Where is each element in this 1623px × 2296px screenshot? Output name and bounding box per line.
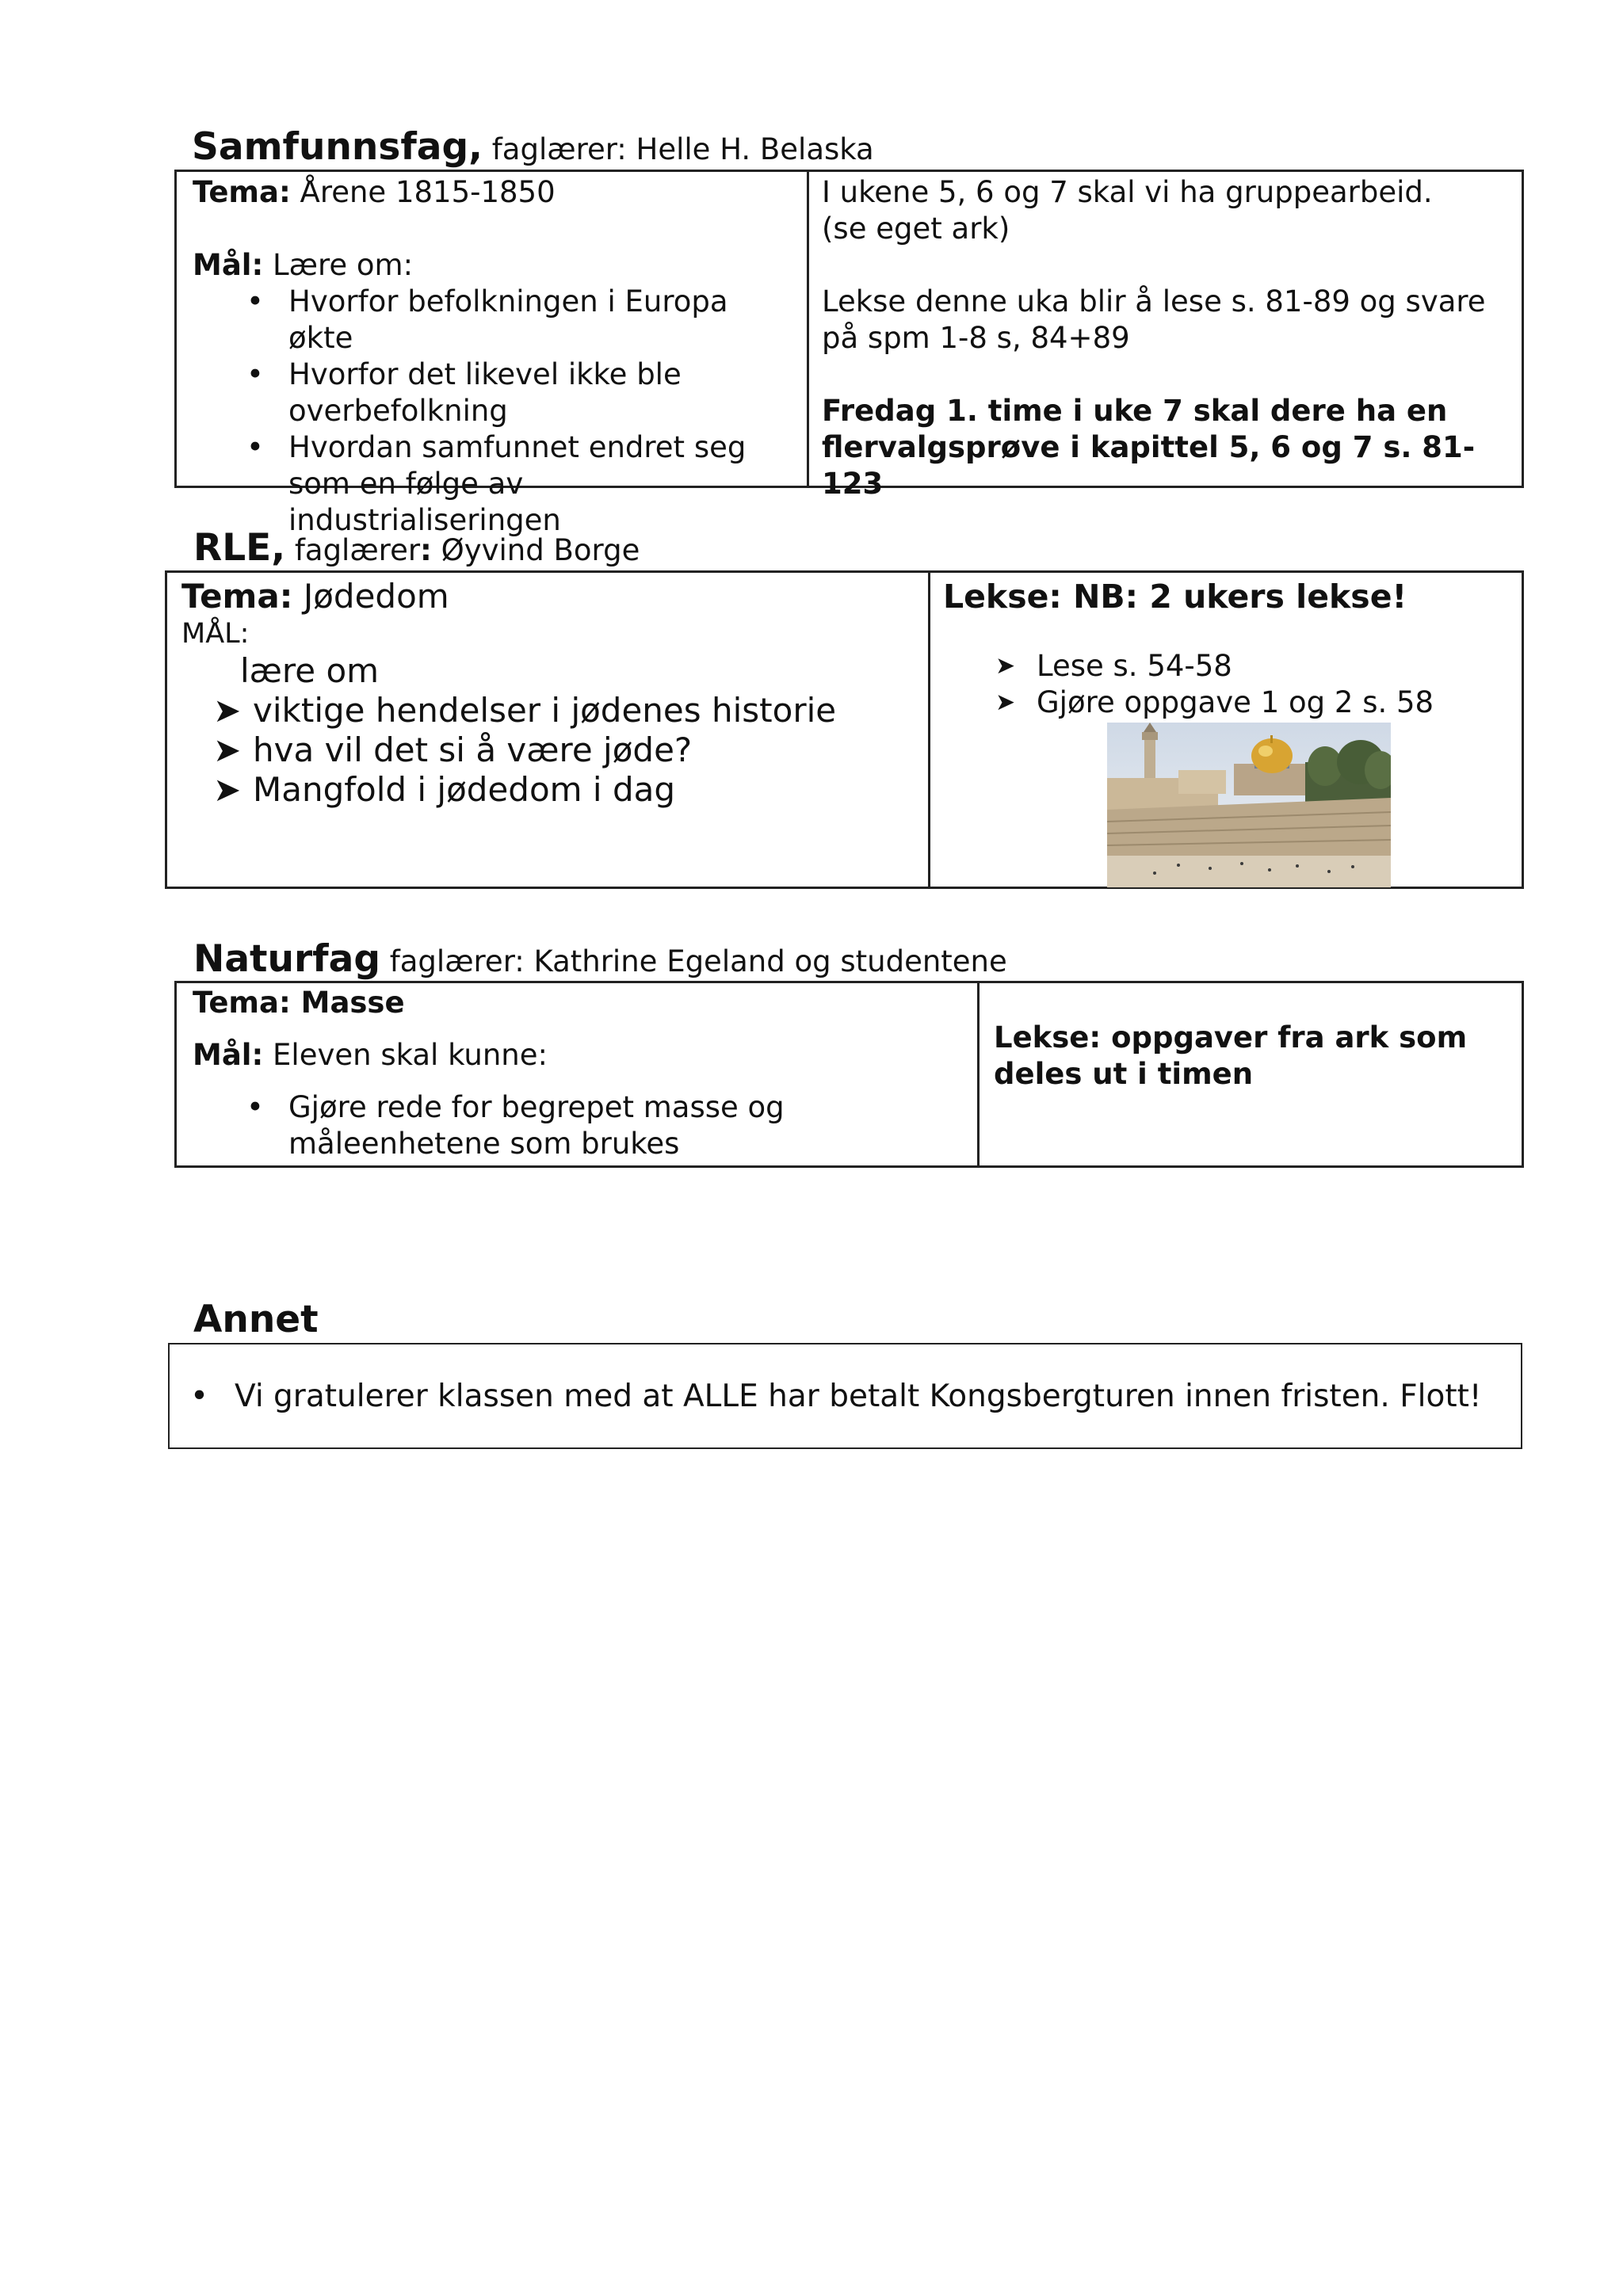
goal-list xyxy=(193,284,799,539)
tema-value: Jødedom xyxy=(292,577,449,616)
tema-value: Årene 1815-1850 xyxy=(290,175,556,209)
tema-line xyxy=(181,577,920,616)
list-item xyxy=(181,691,920,730)
list-item xyxy=(178,1378,1513,1416)
goal-text: Mangfold i jødedom i dag xyxy=(253,770,675,809)
arrowhead-icon: ➤ xyxy=(995,688,1016,716)
annet-heading xyxy=(193,1298,319,1341)
samfunnsfag-left-cell xyxy=(177,172,807,537)
list-item: • Hvordan samfunnet endret seg som en følge av industrialiseringen xyxy=(193,429,799,539)
annet-cell xyxy=(170,1344,1521,1447)
maal-label: MÅL: xyxy=(181,618,250,650)
list-item xyxy=(181,730,920,770)
goal-text: hva vil det si å være jøde? xyxy=(253,730,693,769)
list-item: • Hvorfor det likevel ikke ble overbefolkning xyxy=(193,357,799,429)
list-item xyxy=(943,648,1514,685)
maal-line xyxy=(193,1037,969,1074)
subject-title: RLE, xyxy=(193,526,286,570)
teacher-line: faglærer: Helle H. Belaska xyxy=(483,132,874,166)
arrowhead-icon: ➤ xyxy=(995,652,1016,680)
see-sheet-text: (se eget ark) xyxy=(822,212,1010,246)
samfunnsfag-heading xyxy=(192,125,874,169)
tema-label: Tema: xyxy=(193,175,291,209)
teacher-prefix: faglærer xyxy=(285,533,421,567)
maal-value: Lære om: xyxy=(263,248,414,282)
homework-title: Lekse: NB: 2 ukers lekse! xyxy=(943,578,1407,616)
homework-text: Lekse: oppgaver fra ark som deles ut i timen xyxy=(994,1020,1468,1091)
naturfag-table xyxy=(174,981,1524,1168)
naturfag-right-cell xyxy=(977,983,1522,1165)
task-list xyxy=(943,648,1514,721)
samfunnsfag-right-cell xyxy=(807,172,1522,501)
arrowhead-icon: ➤ xyxy=(213,691,242,730)
arrowhead-icon: ➤ xyxy=(213,730,242,769)
test-notice: Fredag 1. time i uke 7 skal dere ha en flervalgsprøve i kapittel 5, 6 og 7 s. 81-123 xyxy=(822,394,1476,501)
task-text: Gjøre oppgave 1 og 2 s. 58 xyxy=(1037,685,1434,719)
maal-line xyxy=(193,247,799,284)
naturfag-heading xyxy=(193,937,1007,981)
teacher-name: Øyvind Borge xyxy=(431,533,640,567)
homework-text: Lekse denne uka blir å lese s. 81-89 og svare på spm 1-8 s, 84+89 xyxy=(822,284,1486,355)
list-item xyxy=(943,685,1514,721)
intro-text: lære om xyxy=(240,651,380,690)
jerusalem-photo xyxy=(1107,723,1391,887)
list-item xyxy=(181,770,920,810)
task-text: Lese s. 54-58 xyxy=(1037,649,1232,683)
list-item: • Gjøre rede for begrepet masse og måleenhetene som brukes xyxy=(193,1089,969,1162)
rle-heading xyxy=(193,526,640,570)
goal-list xyxy=(193,1089,969,1162)
goal-list xyxy=(181,691,920,810)
tema-line xyxy=(193,174,799,211)
teacher-line: faglærer: Kathrine Egeland og studentene xyxy=(380,944,1007,978)
announcement-text: Vi gratulerer klassen med at ALLE har betalt Kongsbergturen innen fristen. Flott! xyxy=(235,1379,1482,1414)
section-title: Annet xyxy=(193,1298,319,1341)
samfunnsfag-table xyxy=(174,170,1524,537)
goal-text: viktige hendelser i jødenes historie xyxy=(253,691,837,730)
tema-line: Tema: Masse xyxy=(193,986,405,1020)
naturfag-left-cell xyxy=(177,983,977,1165)
maal-label: Mål: xyxy=(193,248,264,282)
annet-box xyxy=(168,1343,1522,1449)
maal-value: Eleven skal kunne: xyxy=(263,1038,548,1072)
rle-left-cell xyxy=(167,573,928,887)
tema-label: Tema: xyxy=(181,577,293,616)
bullet-icon: • xyxy=(190,1379,209,1414)
group-work-text: I ukene 5, 6 og 7 skal vi ha gruppearbeid. xyxy=(822,175,1433,209)
arrowhead-icon: ➤ xyxy=(213,770,242,809)
subject-title: Samfunnsfag, xyxy=(192,125,483,169)
teacher-colon: : xyxy=(420,533,432,567)
maal-label: Mål: xyxy=(193,1038,264,1072)
list-item: • Hvorfor befolkningen i Europa økte xyxy=(193,284,799,357)
subject-title: Naturfag xyxy=(193,937,380,981)
